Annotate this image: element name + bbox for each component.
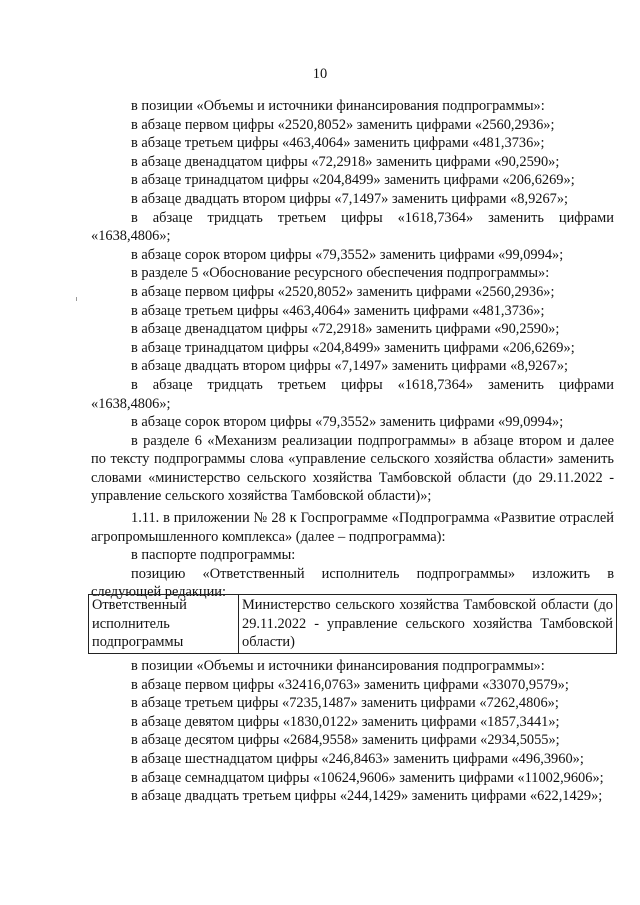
paragraph: в абзаце двенадцатом цифры «72,2918» заменить цифрами «90,2590»;: [131, 321, 560, 338]
paragraph: в абзаце третьем цифры «463,4064» заменить цифрами «481,3736»;: [131, 135, 545, 152]
paragraph: в абзаце первом цифры «32416,0763» заменить цифрами «33070,9579»;: [131, 676, 569, 693]
paragraph: в абзаце двадцать втором цифры «7,1497» заменить цифрами «8,9267»;: [131, 190, 569, 207]
paragraph: в абзаце первом цифры «2520,8052» заменить цифрами «2560,2936»;: [131, 283, 555, 300]
text-block-1: [91, 97, 614, 506]
table-cell-value: Министерство сельского хозяйства Тамбовской области (до 29.11.2022 - управление сельского хозяйства Тамбовской области): [239, 595, 617, 654]
paragraph: в абзаце двадцать втором цифры «7,1497» заменить цифрами «8,9267»;: [131, 358, 569, 375]
paragraph: в абзаце семнадцатом цифры «10624,9606» заменить цифрами «11002,9606»;: [131, 769, 604, 786]
paragraph: в абзаце десятом цифры «2684,9558» заменить цифрами «2934,5055»;: [131, 732, 560, 749]
paragraph: в абзаце третьем цифры «7235,1487» заменить цифрами «7262,4806»;: [131, 695, 559, 712]
paragraph: в разделе 6 «Механизм реализации подпрограммы» в абзаце втором и далее по тексту подпрограммы слова «управление сельского хозяйства области» заменить словами «министерство сельского хозяйства Тамбовской области (до 29.11.2022 - управление сельского хозяйства Тамбовской области)»;: [91, 432, 614, 505]
paragraph: в абзаце тринадцатом цифры «204,8499» заменить цифрами «206,6269»;: [131, 172, 575, 189]
table-cell-label: Ответственный исполнитель подпрограммы: [89, 595, 239, 654]
paragraph: в абзаце шестнадцатом цифры «246,8463» заменить цифрами «496,3960»;: [131, 750, 584, 767]
paragraph: позицию «Ответственный исполнитель подпрограммы» изложить в следующей редакции:: [91, 565, 614, 601]
paragraph: в абзаце тринадцатом цифры «204,8499» заменить цифрами «206,6269»;: [131, 339, 575, 356]
page-number: 10: [312, 66, 328, 82]
paragraph: 1.11. в приложении № 28 к Госпрограмме «Подпрограмма «Развитие отраслей агропромышленного комплекса» (далее – подпрограмма):: [91, 510, 614, 545]
paragraph: в абзаце двенадцатом цифры «72,2918» заменить цифрами «90,2590»;: [131, 153, 560, 170]
paragraph: в позиции «Объемы и источники финансирования подпрограммы»:: [131, 658, 545, 674]
responsible-executor-table: [88, 594, 617, 654]
paragraph: в абзаце первом цифры «2520,8052» заменить цифрами «2560,2936»;: [131, 116, 555, 133]
paragraph: в абзаце третьем цифры «463,4064» заменить цифрами «481,3736»;: [131, 302, 545, 319]
paragraph: в паспорте подпрограммы:: [131, 547, 296, 564]
table-row: [89, 595, 617, 654]
margin-mark: [76, 297, 77, 301]
paragraph: в абзаце тридцать третьем цифры «1618,7364» заменить цифрами «1638,4806»;: [91, 376, 614, 412]
paragraph: в абзаце двадцать третьем цифры «244,1429» заменить цифрами «622,1429»;: [131, 788, 603, 805]
paragraph: в абзаце девятом цифры «1830,0122» заменить цифрами «1857,3441»;: [131, 713, 560, 730]
text-block-2: [91, 509, 614, 602]
text-block-3: [91, 657, 614, 806]
paragraph: в абзаце сорок втором цифры «79,3552» заменить цифрами «99,0994»;: [131, 246, 564, 263]
paragraph: в абзаце тридцать третьем цифры «1618,7364» заменить цифрами «1638,4806»;: [91, 209, 614, 245]
paragraph: в разделе 5 «Обоснование ресурсного обеспечения подпрограммы»:: [131, 265, 550, 282]
paragraph: в позиции «Объемы и источники финансирования подпрограммы»:: [131, 98, 545, 114]
paragraph: в абзаце сорок втором цифры «79,3552» заменить цифрами «99,0994»;: [131, 414, 564, 431]
